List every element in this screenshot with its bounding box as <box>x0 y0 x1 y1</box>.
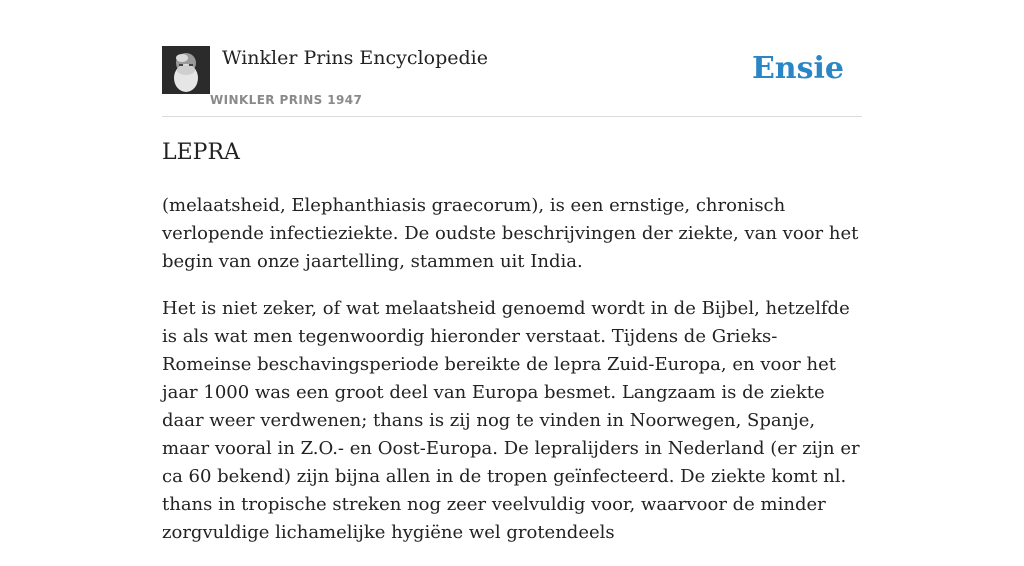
bearded-man-portrait-icon <box>162 46 210 94</box>
source-header <box>162 46 862 117</box>
source-subtitle: WINKLER PRINS 1947 <box>210 93 363 107</box>
source-title[interactable]: Winkler Prins Encyclopedie <box>222 47 488 69</box>
article-paragraph: (melaatsheid, Elephanthiasis graecorum), is een ernstige, chronisch verlopende infectieziekte. De oudste beschrijvingen der ziekte, van voor het begin van onze jaartelling, stammen uit India. <box>162 195 859 272</box>
article-body <box>162 192 862 566</box>
ensie-logo[interactable]: Ensie <box>751 51 844 86</box>
article-paragraph: Het is niet zeker, of wat melaatsheid genoemd wordt in de Bijbel, hetzelfde is als wat men tegenwoordig hieronder verstaat. Tijdens de Grieks-Romeinse beschavingsperiode bereikte de lepra Zuid-Europa, en voor het jaar 1000 was een groot deel van Europa besmet. Langzaam is de ziekte daar weer verdwenen; thans is zij nog te vinden in Noorwegen, Spanje, maar vooral in Z.O.- en Oost-Europa. De lepralijders in Nederland (er zijn er ca 60 bekend) zijn bijna allen in de tropen geïnfecteerd. De ziekte komt nl. thans in tropische streken nog zeer veelvuldig voor, waarvoor de minder zorgvuldige lichamelijke hygiëne wel grotendeels <box>162 298 860 543</box>
article-title: LEPRA <box>162 140 240 165</box>
avatar[interactable] <box>162 46 210 94</box>
